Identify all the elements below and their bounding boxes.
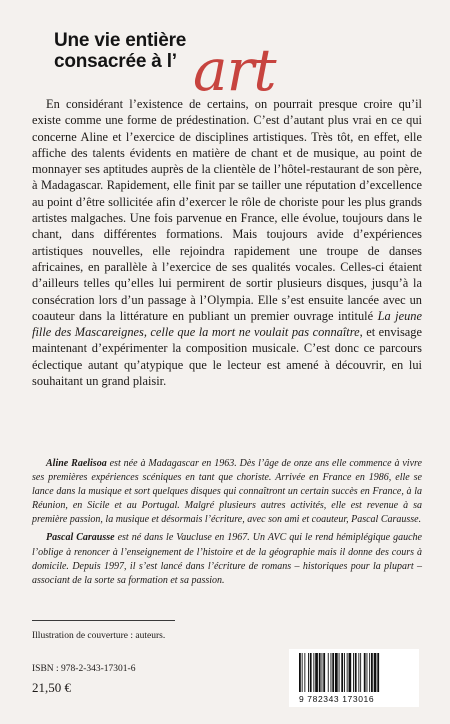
author-bio — [32, 457, 422, 527]
barcode — [289, 649, 419, 707]
title-art-word: art — [193, 36, 276, 104]
title-line-2: consacrée à l’ — [54, 51, 177, 72]
author-bio-text: est née à Madagascar en 1963. Dès l’âge de onze ans elle commence à vivre ses premières expériences scéniques en tant que choriste. Arrivée en France en 1986, elle se lance dans la musique et sort quelques disques qui connaîtront un certain succès en France, à la Réunion, en Sicile et au Portugal. Malgré plusieurs autres activités, elle est revenue à sa première passion, la musique et désormais l’écriture, avec son ami et coauteur, Pascal Carausse. — [32, 458, 422, 526]
author-bio-text: est né dans le Vaucluse en 1967. Un AVC qui le rend hémiplégique gauche l’oblige à renoncer à l’enseignement de l’histoire et de la géographie mais il donne des cours à domicile. Depuis 1997, il s’est lancé dans l’écriture de romans – historiques pour la plupart – associant de la sorte sa formation et sa passion. — [32, 532, 422, 586]
summary-paragraph — [32, 96, 422, 389]
author-name: Aline Raelisoa — [46, 458, 107, 469]
title-line-1: Une vie entière — [54, 30, 187, 51]
price: 21,50 € — [32, 680, 71, 695]
book-title-italic: La jeune fille des Mascareignes, celle que la mort ne voulait pas connaître — [32, 308, 422, 340]
summary-text-part-1: En considérant l’existence de certains, on pourrait presque croire qu’il existe comme une forme de prédestination. C’est d’autant plus vrai en ce qui concerne Aline et l’exercice de disciplines artistiques. Très tôt, en effet, elle affiche des talents évidents en matière de chant et de musique, au point de monnayer ses aptitudes auprès de la clientèle de l’hôtel-restaurant de son père, à Madagascar. Rapidement, elle finit par se tailler une réputation d’excellence au point d’être sollicitée afin d’exercer le rôle de choriste pour les plus grands artistes malgaches. Une fois parvenue en France, elle évolue, toujours dans le chant, dans différentes formations. Mais toujours avide d’expériences artistiques nouvelles, elle rejoindra rapidement une troupe de danses africaines, en parallèle à l’exercice de ses qualités vocales. Celles-ci étaient d’ailleurs telles qu’elles lui permirent de sortir plusieurs disques, jusqu’à la consécration lors d’un passage à l’Olympia. Elle s’est ensuite lancée avec un coauteur dans la littérature en publiant un premier ouvrage intitulé — [32, 97, 422, 323]
isbn: ISBN : 978-2-343-17301-6 — [32, 664, 136, 674]
divider — [32, 620, 175, 621]
barcode-digits: 9 782343 173016 — [299, 694, 375, 704]
cover-credit: Illustration de couverture : auteurs. — [32, 631, 166, 641]
author-bio — [32, 531, 422, 587]
author-bios — [32, 457, 422, 592]
author-name: Pascal Carausse — [46, 532, 115, 544]
summary-text-part-2: , et envisage maintenant d’expérimenter la composition musicale. C’est donc ce parcours éclectique autant qu’atypique que le lecteur est amené à découvrir, en lui souhaitant un grand plaisir. — [32, 325, 422, 389]
